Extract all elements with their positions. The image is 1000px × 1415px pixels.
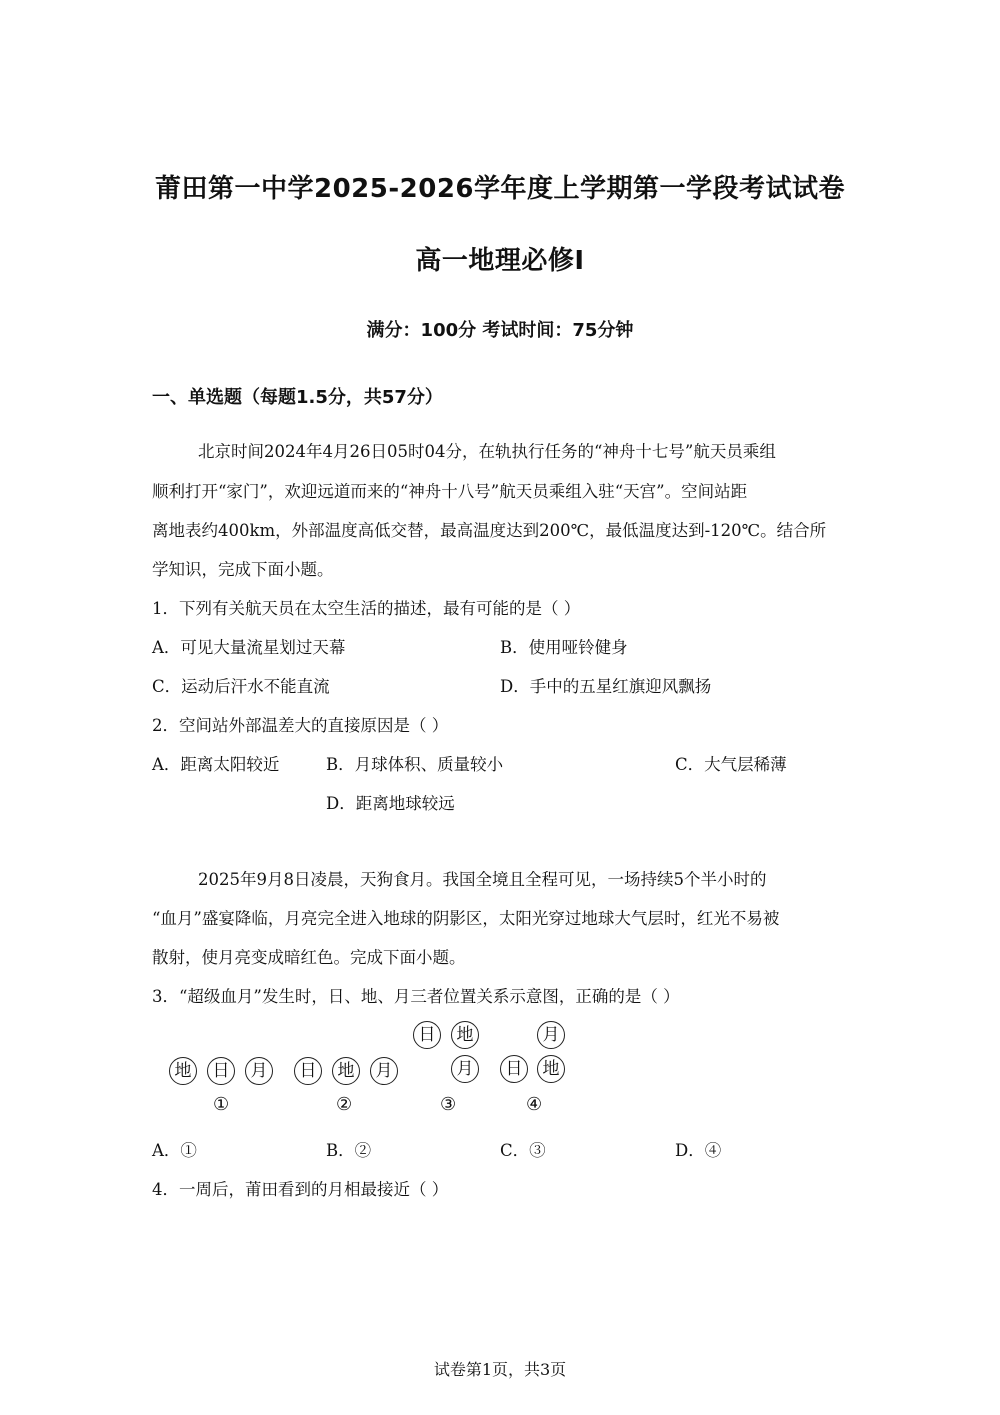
sun-circle: 日 (294, 1057, 322, 1085)
question-stem: 4．一周后，莆田看到的月相最接近（ ） (152, 1180, 449, 1199)
moon-circle: 月 (370, 1057, 398, 1085)
option-d[interactable]: D．④ (675, 1141, 722, 1160)
diagram-label: ① (213, 1094, 230, 1115)
earth-circle: 地 (537, 1055, 565, 1083)
moon-circle: 月 (537, 1021, 565, 1049)
earth-circle: 地 (451, 1021, 479, 1049)
diagram-label: ④ (526, 1094, 543, 1115)
exam-title: 莆田第一中学2025-2026学年度上学期第一学段考试试卷 (154, 174, 846, 204)
option-c[interactable]: C．③ (500, 1141, 546, 1160)
moon-circle: 月 (245, 1057, 273, 1085)
passage-line: 北京时间2024年4月26日05时04分，在轨执行任务的“神舟十七号”航天员乘组 (198, 442, 776, 461)
passage-line: 离地表约400km，外部温度高低交替，最高温度达到200℃，最低温度达到-120℃。结合所 (152, 521, 827, 540)
question-stem: 2．空间站外部温差大的直接原因是（ ） (152, 716, 449, 735)
sun-circle: 日 (413, 1021, 441, 1049)
passage-line: 散射，使月亮变成暗红色。完成下面小题。 (152, 948, 466, 967)
diagram-label: ③ (440, 1094, 457, 1115)
option-c[interactable]: C．大气层稀薄 (675, 755, 787, 774)
section-heading: 一、单选题（每题1.5分，共57分） (152, 387, 443, 408)
question-stem: 3．“超级血月”发生时，日、地、月三者位置关系示意图，正确的是（ ） (152, 987, 680, 1006)
exam-info: 满分：100分 考试时间：75分钟 (366, 320, 634, 341)
option-b[interactable]: B．月球体积、质量较小 (326, 755, 504, 774)
passage-line: 顺利打开“家门”，欢迎远道而来的“神舟十八号”航天员乘组入驻“天宫”。空间站距 (152, 482, 748, 501)
earth-circle: 地 (332, 1057, 360, 1085)
passage-line: 2025年9月8日凌晨，天狗食月。我国全境且全程可见，一场持续5个半小时的 (198, 870, 767, 889)
option-a[interactable]: A．距离太阳较近 (152, 755, 280, 774)
question-stem: 1．下列有关航天员在太空生活的描述，最有可能的是（ ） (152, 599, 581, 618)
earth-circle: 地 (169, 1057, 197, 1085)
option-b[interactable]: B．② (326, 1141, 372, 1160)
option-a[interactable]: A．可见大量流星划过天幕 (152, 638, 346, 657)
option-d[interactable]: D．距离地球较远 (326, 794, 455, 813)
diagram-label: ② (336, 1094, 353, 1115)
sun-circle: 日 (207, 1057, 235, 1085)
sun-circle: 日 (500, 1055, 528, 1083)
option-d[interactable]: D．手中的五星红旗迎风飘扬 (500, 677, 712, 696)
passage-line: “血月”盛宴降临，月亮完全进入地球的阴影区，太阳光穿过地球大气层时，红光不易被 (152, 909, 780, 928)
page-footer: 试卷第1页，共3页 (433, 1360, 567, 1379)
option-c[interactable]: C．运动后汗水不能直流 (152, 677, 330, 696)
moon-circle: 月 (451, 1055, 479, 1083)
exam-subtitle: 高一地理必修Ⅰ (415, 246, 585, 276)
option-b[interactable]: B．使用哑铃健身 (500, 638, 628, 657)
option-a[interactable]: A．① (152, 1141, 197, 1160)
passage-line: 学知识，完成下面小题。 (152, 560, 334, 579)
